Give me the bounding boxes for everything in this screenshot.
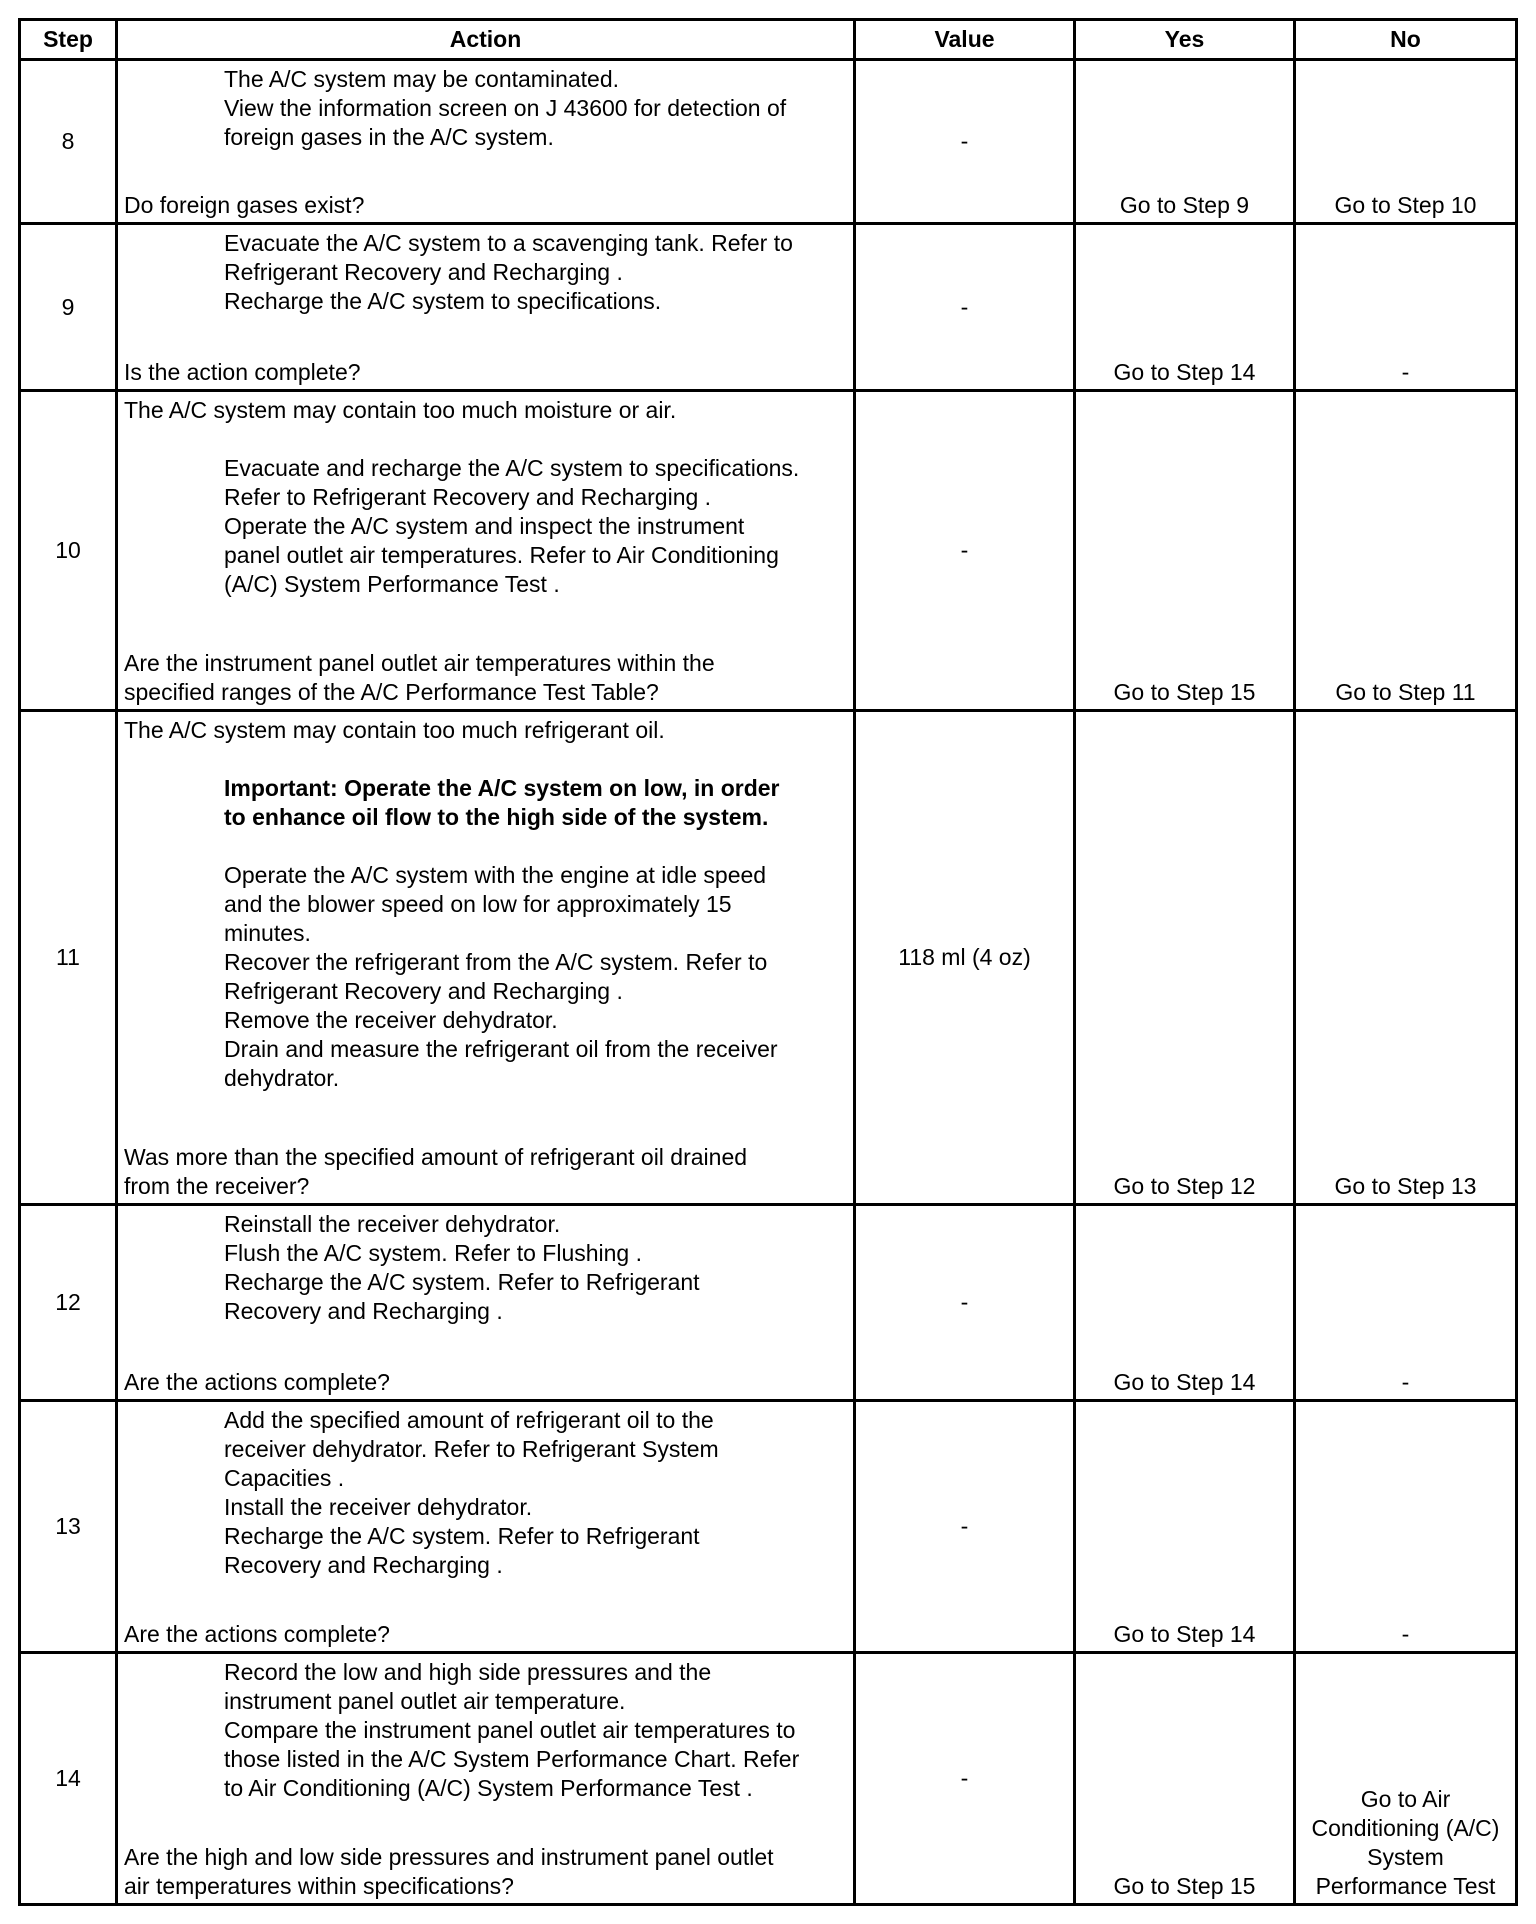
table-row bbox=[20, 711, 1517, 1205]
action-line: Drain and measure the refrigerant oil from the receiver bbox=[224, 1036, 778, 1062]
action-line: dehydrator. bbox=[224, 1065, 340, 1091]
question-text: Are the actions complete? bbox=[124, 1621, 390, 1647]
value-cell: - bbox=[855, 1653, 1075, 1905]
step-number: 9 bbox=[20, 224, 117, 391]
action-line: those listed in the A/C System Performance Chart. Refer bbox=[224, 1746, 800, 1772]
step-number: 10 bbox=[20, 391, 117, 711]
table-row bbox=[20, 1653, 1517, 1905]
step-number: 14 bbox=[20, 1653, 117, 1905]
question-text: air temperatures within specifications? bbox=[124, 1873, 514, 1899]
no-cell-line: System bbox=[1367, 1844, 1444, 1870]
step-number: 11 bbox=[20, 711, 117, 1205]
step-number: 8 bbox=[20, 60, 117, 224]
action-cell bbox=[117, 1653, 855, 1905]
action-intro: The A/C system may contain too much moisture or air. bbox=[124, 397, 677, 423]
action-line: Add the specified amount of refrigerant oil to the bbox=[224, 1407, 714, 1433]
action-line: Remove the receiver dehydrator. bbox=[224, 1007, 558, 1033]
action-line: Recovery and Recharging . bbox=[224, 1552, 503, 1578]
value-cell: - bbox=[855, 224, 1075, 391]
question-text: Are the actions complete? bbox=[124, 1369, 390, 1395]
no-cell: - bbox=[1295, 224, 1517, 391]
question-text: Are the high and low side pressures and instrument panel outlet bbox=[124, 1844, 774, 1870]
action-line: View the information screen on J 43600 for detection of bbox=[224, 95, 787, 121]
important-note: Important: Operate the A/C system on low, in order bbox=[224, 775, 780, 801]
action-line: Recharge the A/C system. Refer to Refrigerant bbox=[224, 1523, 700, 1549]
yes-cell: Go to Step 14 bbox=[1075, 224, 1295, 391]
action-line: Refer to Refrigerant Recovery and Recharging . bbox=[224, 484, 712, 510]
important-note: to enhance oil flow to the high side of the system. bbox=[224, 804, 769, 830]
header-row bbox=[20, 20, 1517, 60]
header-yes: Yes bbox=[1075, 20, 1295, 60]
action-line: Capacities . bbox=[224, 1465, 345, 1491]
action-line: panel outlet air temperatures. Refer to Air Conditioning bbox=[224, 542, 779, 568]
question-text: Is the action complete? bbox=[124, 359, 361, 385]
diagnostic-table bbox=[18, 18, 1518, 1906]
action-line: Record the low and high side pressures and the bbox=[224, 1659, 712, 1685]
action-line: to Air Conditioning (A/C) System Performance Test . bbox=[224, 1775, 753, 1801]
action-line: Evacuate and recharge the A/C system to specifications. bbox=[224, 455, 800, 481]
action-line: Refrigerant Recovery and Recharging . bbox=[224, 259, 623, 285]
yes-cell: Go to Step 12 bbox=[1075, 711, 1295, 1205]
action-line: Operate the A/C system with the engine at idle speed bbox=[224, 862, 767, 888]
yes-cell: Go to Step 9 bbox=[1075, 60, 1295, 224]
header-action: Action bbox=[117, 20, 855, 60]
question-text: specified ranges of the A/C Performance Test Table? bbox=[124, 679, 659, 705]
action-line: Compare the instrument panel outlet air temperatures to bbox=[224, 1717, 796, 1743]
yes-cell: Go to Step 14 bbox=[1075, 1205, 1295, 1401]
no-cell: - bbox=[1295, 1401, 1517, 1653]
yes-cell: Go to Step 14 bbox=[1075, 1401, 1295, 1653]
action-line: and the blower speed on low for approximately 15 bbox=[224, 891, 732, 917]
table-row bbox=[20, 224, 1517, 391]
value-cell: 118 ml (4 oz) bbox=[855, 711, 1075, 1205]
no-cell-line: Go to Air bbox=[1360, 1786, 1451, 1812]
action-cell bbox=[117, 1401, 855, 1653]
no-cell: - bbox=[1295, 1205, 1517, 1401]
action-intro: The A/C system may contain too much refrigerant oil. bbox=[124, 717, 665, 743]
header-step: Step bbox=[20, 20, 117, 60]
table-row bbox=[20, 1205, 1517, 1401]
action-line: Recover the refrigerant from the A/C system. Refer to bbox=[224, 949, 768, 975]
action-line: Flush the A/C system. Refer to Flushing . bbox=[224, 1240, 642, 1266]
value-cell: - bbox=[855, 1205, 1075, 1401]
table-row bbox=[20, 60, 1517, 224]
action-line: Recharge the A/C system to specifications. bbox=[224, 288, 662, 314]
action-line: The A/C system may be contaminated. bbox=[224, 66, 620, 92]
action-cell bbox=[117, 224, 855, 391]
header-value: Value bbox=[855, 20, 1075, 60]
no-cell: Go to Step 11 bbox=[1295, 391, 1517, 711]
action-line: receiver dehydrator. Refer to Refrigerant System bbox=[224, 1436, 719, 1462]
step-number: 12 bbox=[20, 1205, 117, 1401]
step-number: 13 bbox=[20, 1401, 117, 1653]
action-cell bbox=[117, 711, 855, 1205]
action-line: minutes. bbox=[224, 920, 311, 946]
action-line: Evacuate the A/C system to a scavenging tank. Refer to bbox=[224, 230, 793, 256]
question-text: Was more than the specified amount of refrigerant oil drained bbox=[124, 1144, 748, 1170]
no-cell-line: Performance Test bbox=[1315, 1873, 1496, 1899]
value-cell: - bbox=[855, 391, 1075, 711]
action-line: Recovery and Recharging . bbox=[224, 1298, 503, 1324]
question-text: Are the instrument panel outlet air temperatures within the bbox=[124, 650, 715, 676]
table-row bbox=[20, 1401, 1517, 1653]
action-cell bbox=[117, 1205, 855, 1401]
no-cell: Go to Step 13 bbox=[1295, 711, 1517, 1205]
table-row bbox=[20, 391, 1517, 711]
action-line: instrument panel outlet air temperature. bbox=[224, 1688, 626, 1714]
header-no: No bbox=[1295, 20, 1517, 60]
value-cell: - bbox=[855, 1401, 1075, 1653]
no-cell bbox=[1295, 1653, 1517, 1905]
value-cell: - bbox=[855, 60, 1075, 224]
action-line: foreign gases in the A/C system. bbox=[224, 124, 554, 150]
no-cell-line: Conditioning (A/C) bbox=[1311, 1815, 1500, 1841]
action-line: Operate the A/C system and inspect the instrument bbox=[224, 513, 745, 539]
action-line: Refrigerant Recovery and Recharging . bbox=[224, 978, 623, 1004]
question-text: from the receiver? bbox=[124, 1173, 310, 1199]
action-line: (A/C) System Performance Test . bbox=[224, 571, 560, 597]
action-cell bbox=[117, 391, 855, 711]
action-line: Install the receiver dehydrator. bbox=[224, 1494, 533, 1520]
action-line: Recharge the A/C system. Refer to Refrigerant bbox=[224, 1269, 700, 1295]
question-text: Do foreign gases exist? bbox=[124, 192, 365, 218]
yes-cell: Go to Step 15 bbox=[1075, 391, 1295, 711]
yes-cell: Go to Step 15 bbox=[1075, 1653, 1295, 1905]
action-line: Reinstall the receiver dehydrator. bbox=[224, 1211, 561, 1237]
action-cell bbox=[117, 60, 855, 224]
no-cell: Go to Step 10 bbox=[1295, 60, 1517, 224]
